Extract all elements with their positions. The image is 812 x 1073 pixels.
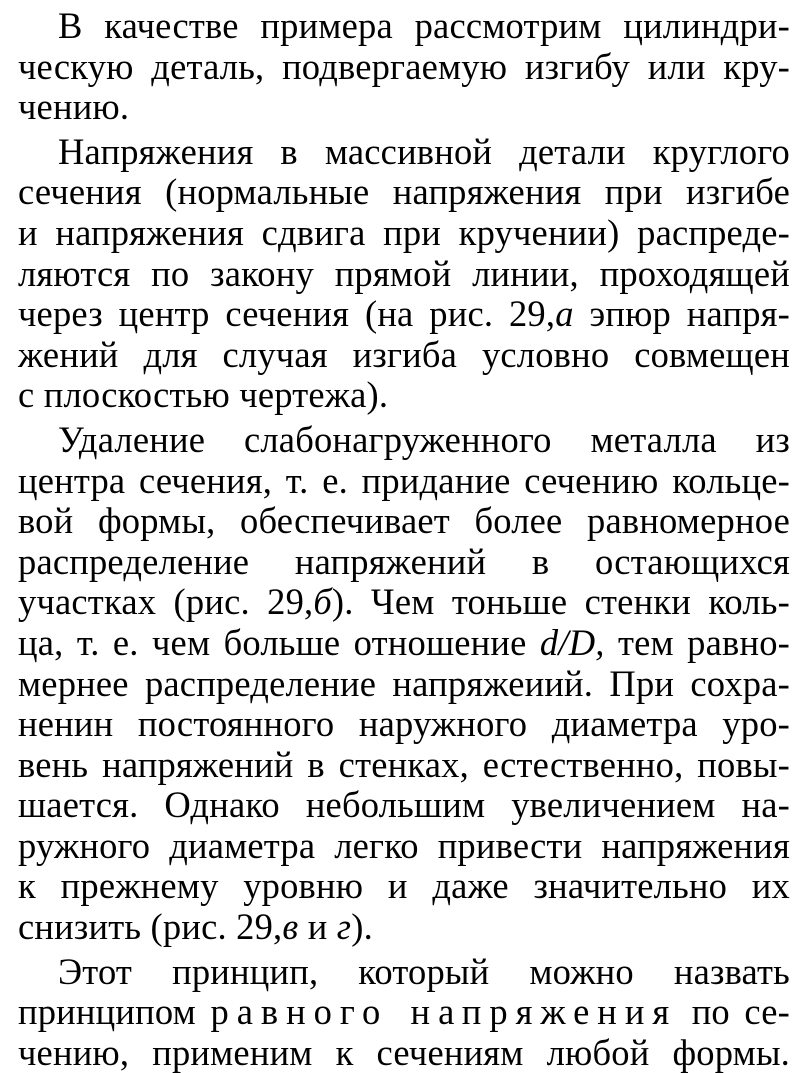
text-line: ческую деталь, подвергаемую изгибу или кру-	[18, 45, 790, 87]
paragraph-2	[18, 132, 790, 416]
text-line: вой формы, обеспечивает более равномерное	[18, 500, 790, 542]
ratio-formula: d/D,	[539, 621, 605, 663]
text-line: распределение напряжений в остающихся	[18, 540, 790, 582]
text-line	[18, 294, 790, 335]
text-line: жений для случая изгиба условно совмещен	[18, 333, 790, 375]
figure-ref-v: в	[282, 906, 299, 948]
emphasized-term: равного напряжения	[210, 991, 678, 1033]
text-line	[18, 992, 790, 1033]
text-line: Этот принцип, который можно назвать	[58, 950, 790, 992]
text-line	[18, 582, 790, 623]
text-fragment: участках (рис. 29,	[18, 581, 314, 623]
text-line: к прежнему уровню и даже значительно их	[18, 865, 790, 907]
text-fragment: эпюр напря-	[573, 293, 790, 335]
text-line: мернее распределение напряжеиий. При сохра-	[18, 662, 790, 704]
text-line: Удаление слабонагруженного металла из	[58, 418, 790, 460]
text-fragment: принципом	[18, 991, 211, 1033]
text-line: Напряжения в массивной детали круглого	[58, 130, 790, 172]
figure-ref-b: б	[313, 581, 332, 623]
text-line: чению.	[18, 86, 130, 128]
text-line: ненин постоянного наружного диаметра уро-	[18, 703, 790, 745]
text-line	[18, 907, 790, 948]
paragraph-3	[18, 420, 790, 948]
text-line: и напряжения сдвига при кручении) распреде-	[18, 211, 790, 253]
text-fragment: ца, т. е. чем больше отношение	[18, 621, 540, 663]
paragraph-4	[18, 952, 790, 1073]
text-fragment: через центр сечения (на рис. 29,	[18, 293, 556, 335]
text-fragment: по се-	[677, 991, 791, 1033]
text-fragment: ).	[351, 906, 373, 948]
text-line: с плоскостью чертежа).	[18, 374, 389, 416]
document-page	[18, 5, 791, 1073]
text-line: чению, применим к сечениям любой формы.	[18, 1031, 790, 1073]
text-fragment: снизить (рис. 29,	[18, 906, 283, 948]
text-line: вень напряжений в стенках, естественно, повы-	[18, 743, 790, 785]
text-line: центра сечения, т. е. придание сечению кольце-	[18, 459, 790, 501]
text-line: сечения (нормальные напряжения при изгибе	[18, 171, 790, 213]
text-fragment: ). Чем тоньше стенки коль-	[331, 581, 790, 623]
text-line	[18, 623, 790, 664]
paragraph-1	[18, 6, 790, 128]
text-line: шается. Однако небольшим увеличением на-	[18, 784, 790, 826]
text-line: В качестве примера рассмотрим цилиндри-	[58, 5, 790, 46]
text-fragment: тем равно-	[604, 621, 791, 663]
figure-ref-g: г	[336, 906, 352, 948]
figure-ref-a: а	[555, 293, 574, 335]
text-fragment: и	[298, 906, 337, 948]
text-line: ляются по закону прямой линии, проходящей	[18, 252, 790, 294]
text-line: ружного диаметра легко привести напряжения	[18, 824, 790, 866]
